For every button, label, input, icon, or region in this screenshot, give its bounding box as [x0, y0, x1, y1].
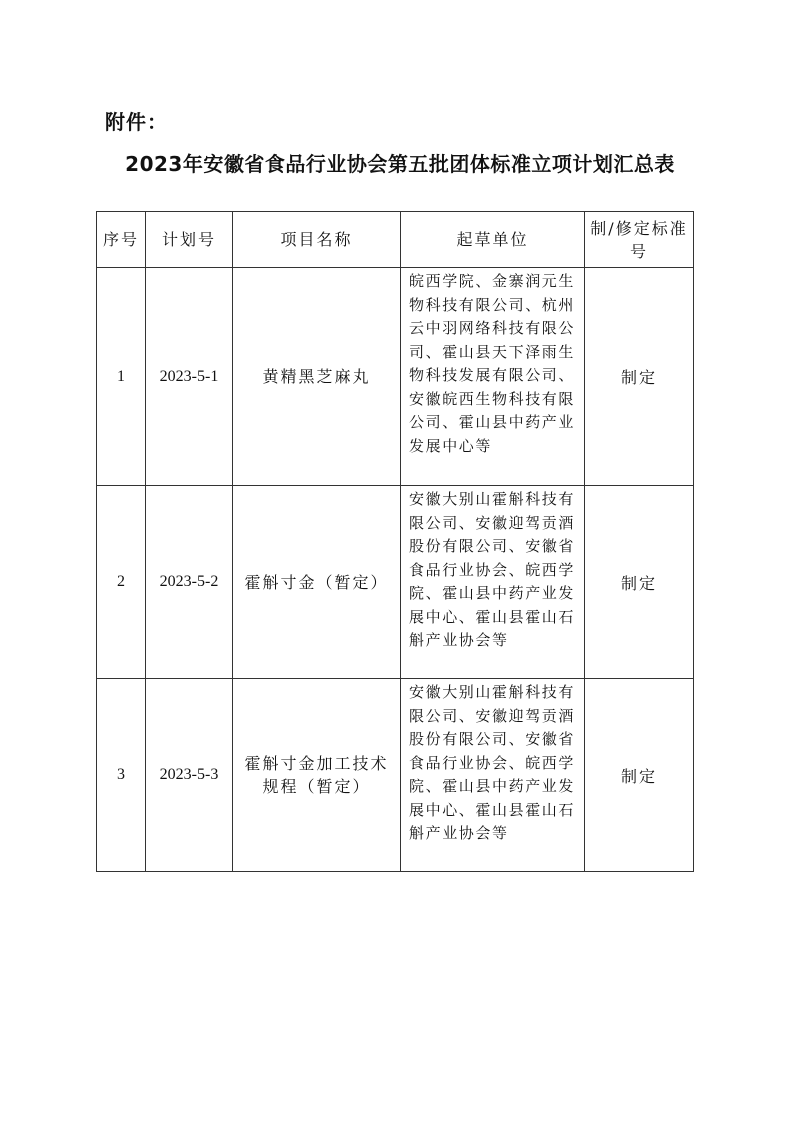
header-plan-number: 计划号 — [146, 212, 233, 268]
row-drafting-unit: 安徽大别山霍斛科技有限公司、安徽迎驾贡酒股份有限公司、安徽省食品行业协会、皖西学院、霍山县中药产业发展中心、霍山县霍山石斛产业协会等 — [401, 486, 585, 679]
row-standard-type: 制定 — [585, 268, 694, 486]
row-plan-number: 2023-5-1 — [146, 268, 233, 486]
row-project-name: 霍斛寸金加工技术规程（暂定） — [233, 679, 401, 872]
row-plan-number: 2023-5-3 — [146, 679, 233, 872]
header-standard-type: 制/修定标准号 — [585, 212, 694, 268]
row-plan-number: 2023-5-2 — [146, 486, 233, 679]
row-standard-type: 制定 — [585, 486, 694, 679]
row-project-name: 霍斛寸金（暂定） — [233, 486, 401, 679]
row-serial-number: 3 — [97, 679, 146, 872]
header-project-name: 项目名称 — [233, 212, 401, 268]
table-header-row — [97, 212, 694, 268]
table-row — [97, 268, 694, 486]
header-serial-number: 序号 — [97, 212, 146, 268]
row-serial-number: 2 — [97, 486, 146, 679]
table-row — [97, 486, 694, 679]
header-drafting-unit: 起草单位 — [401, 212, 585, 268]
row-project-name: 黄精黑芝麻丸 — [233, 268, 401, 486]
row-drafting-unit: 皖西学院、金寨润元生物科技有限公司、杭州云中羽网络科技有限公司、霍山县天下泽雨生物科技发展有限公司、安徽皖西生物科技有限公司、霍山县中药产业发展中心等 — [401, 268, 585, 486]
document-title: 2023年安徽省食品行业协会第五批团体标准立项计划汇总表 — [125, 152, 675, 176]
row-standard-type: 制定 — [585, 679, 694, 872]
table-row — [97, 679, 694, 872]
attachment-label: 附件： — [105, 110, 168, 134]
plan-table — [96, 211, 694, 872]
row-serial-number: 1 — [97, 268, 146, 486]
row-drafting-unit: 安徽大别山霍斛科技有限公司、安徽迎驾贡酒股份有限公司、安徽省食品行业协会、皖西学院、霍山县中药产业发展中心、霍山县霍山石斛产业协会等 — [401, 679, 585, 872]
